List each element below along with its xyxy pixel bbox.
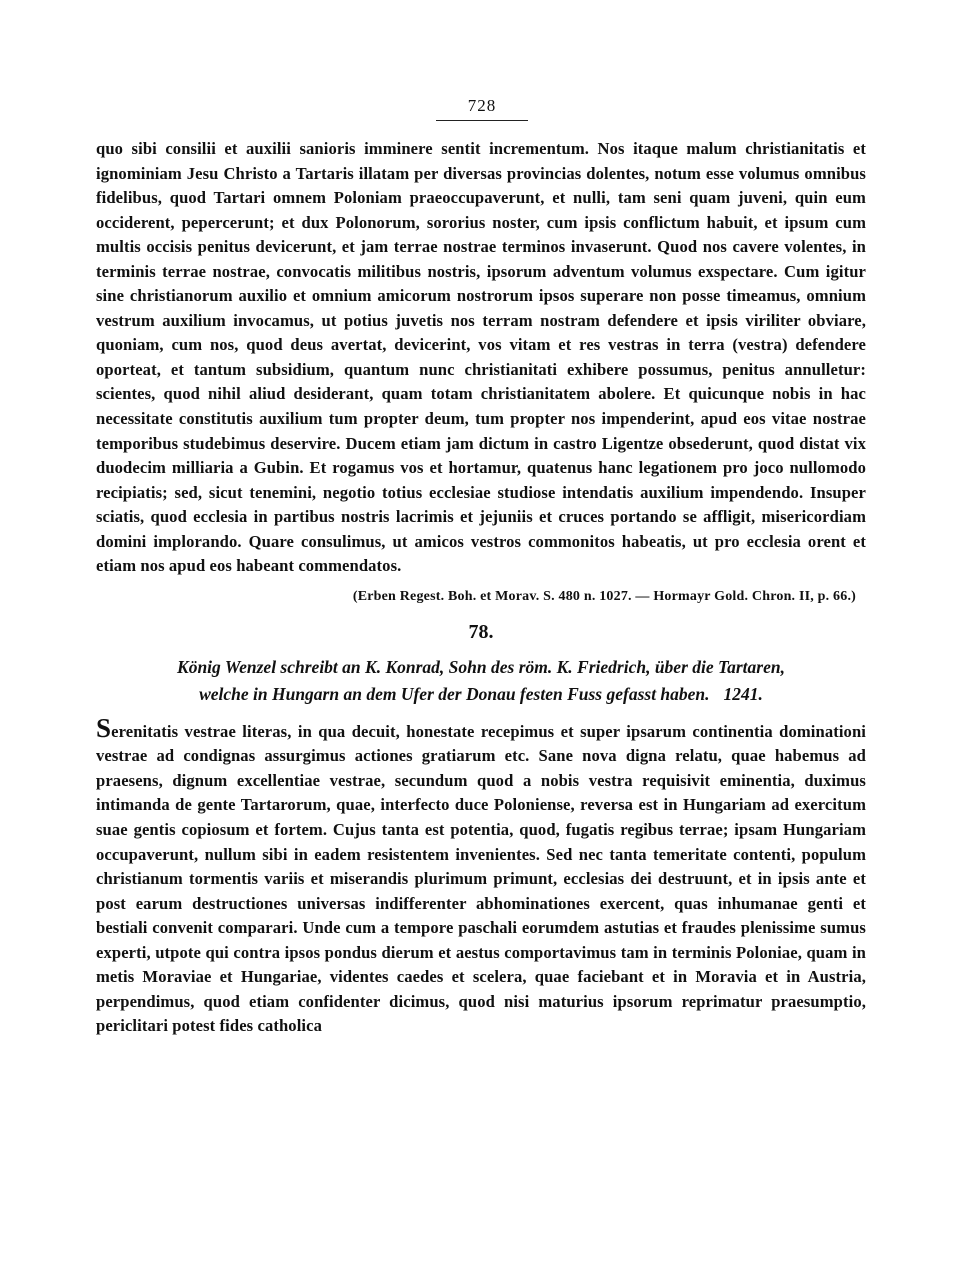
paragraph-letter-end: quo sibi consilii et auxilii sanioris imminere sentit incrementum. Nos itaque malum christianitatis et ignominiam Jesu Christo a Tartaris illatam per diversas provincias dolentes, notum esse volumus omnibus fidelibus, quod Tartari omnem Poloniam praeoccupaverunt, et nulli, tam seni quam juveni, quin eum occiderent, pepercerunt; et dux Polonorum, sororius noster, cum ipsis conflictum habuit, et ipsum cum multis occisis penitus devicerunt, et jam terrae nostrae terminos invaserunt. Quod nos cavere volentes, in terminis terrae nostrae, convocatis militibus nostris, ipsorum adventum volumus exspectare. Cum igitur sine christianorum auxilio et omnium amicorum nostrorum ipsos superare non posse timeamus, omnium vestrum auxilium invocamus, ut potius juvetis nos terram nostram defendere et ipsis viriliter obviare, quoniam, cum nos, quod deus avertat, devicerint, vos vitam et res vestras in terra (vestra) defendere oporteat, et tantum subsidium, quantum nunc christianitati exhibere possumus, penitus annulletur: scientes, quod nihil aliud desiderant, quam totam christianitatem abolere. Et quicunque nobis in hac necessitate constitutis auxilium tum propter deum, tum propter nos impenderint, apud eos vitae nostrae temporibus studebimus deservire. Ducem etiam jam dictum in castro Ligentze obsederunt, quod distat vix duodecim milliaria a Gubin. Et rogamus vos et hortamur, quatenus hanc legationem pro joco nullomodo recipiatis; sed, sicut tenemini, negotio totius ecclesiae studiose intendatis auxilium impendendo. Insuper sciatis, quod ecclesia in partibus nostris lacrimis et jejuniis et cruces portando se affligit, misericordiam domini implorando. Quare consulimus, ut amicos vestros commonitos habeatis, ut pro ecclesia orent et etiam nos apud eos habeant commendatos. <box>96 139 866 576</box>
page-number: 728 <box>436 96 528 121</box>
document-number: 78. <box>468 620 494 643</box>
heading-line-1: König Wenzel schreibt an K. Konrad, Sohn des röm. K. Friedrich, über die Tartaren, <box>177 656 785 677</box>
source-citation: (Erben Regest. Boh. et Morav. S. 480 n. 1027. — Hormayr Gold. Chron. II, p. 66.) <box>352 588 856 604</box>
paragraph-letter-start <box>96 712 866 1039</box>
document-heading <box>96 654 866 708</box>
drop-initial: S <box>96 712 112 743</box>
heading-line-2: welche in Hungarn an dem Ufer der Donau festen Fuss gefasst haben. <box>199 683 710 704</box>
document-page <box>96 96 866 1039</box>
paragraph-letter-start-text: erenitatis vestrae literas, in qua decuit, honestate recepimus et super ipsarum continentia dominationi vestrae ad condignas assurgimus actiones gratiarum etc. Sane nova digna relatu, quae habemus ad praesens, dignum excellentiae vestrae, secundum quod a nobis vestra requisivit eminentia, duximus intimanda de gente Tartarorum, quae, interfecto duce Poloniense, reversa est in Hungariam ad exercitum suae gentis copiosum et fortem. Cujus tanta est potentia, quod, fugatis regibus terrae; ipsam Hungariam occupaverunt, nullum sibi in eadem resistentem invenientes. Sed nec tanta temeritate contenti, populum christianum tormentis variis et miserandis plurimum primunt, ecclesias dei destruunt, et in ipsis ante et post earum destructiones universas indifferenter abhominationes exercent, quas inhumanae genti et bestiali convenit comparari. Unde cum a tempore paschali eorumdem astutias et fraudes plenissime sumus experti, utpote qui contra ipsos pondus dierum et aestus comportavimus tam in terminis Poloniae, quam in metis Moraviae et Hungariae, videntes caedes et scelera, quae faciebant et in Moravia et in Austria, perpendimus, quod etiam confidenter dicimus, quod nisi maturius ipsorum reprimatur praesumptio, periclitari potest fides catholica <box>96 721 866 1036</box>
heading-year: 1241. <box>723 683 763 704</box>
